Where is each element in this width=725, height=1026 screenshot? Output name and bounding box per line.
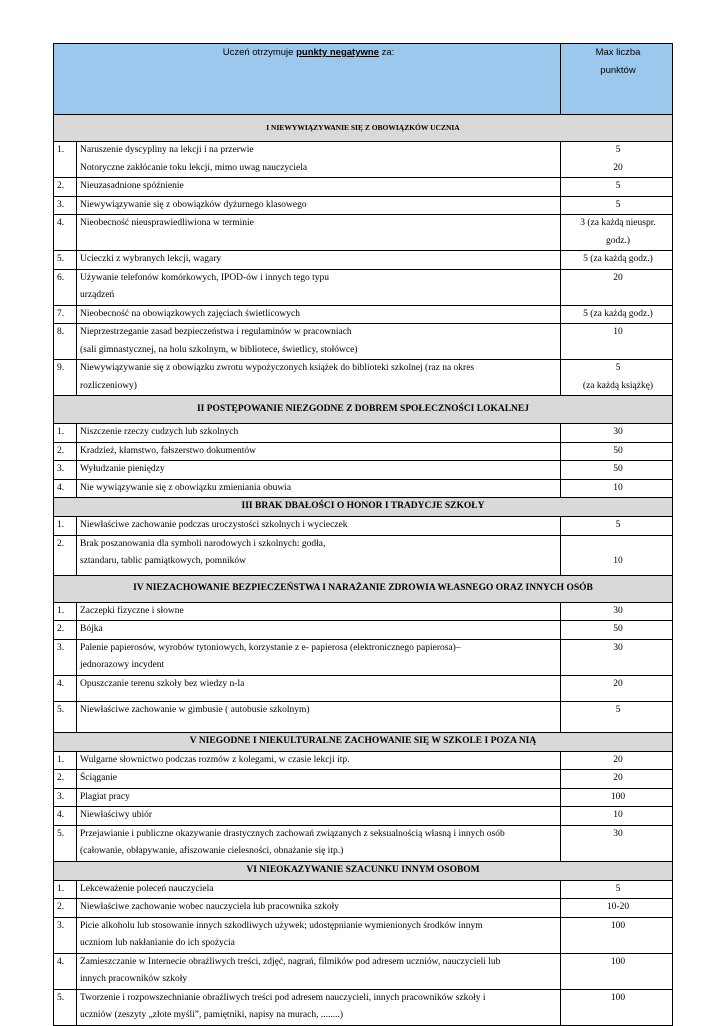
table-row (54, 917, 673, 953)
table-row (54, 602, 673, 621)
table-row (54, 479, 673, 498)
points-value (564, 536, 672, 553)
description-line: Ucieczki z wybranych lekcji, wagary (80, 254, 222, 264)
points-value: 100 (610, 791, 626, 802)
row-description (77, 675, 561, 701)
table-row (54, 360, 673, 396)
points-value: 20 (613, 678, 623, 689)
row-description (77, 461, 561, 480)
description-line: Plagiat pracy (80, 791, 130, 802)
row-points (561, 360, 673, 396)
row-number: 1. (54, 142, 77, 178)
table-row (54, 196, 673, 215)
description-line: uczniom lub nakłanianie do ich spożycia (80, 938, 235, 948)
row-points (561, 215, 673, 251)
row-number: 1. (54, 424, 77, 443)
row-number: 2. (54, 442, 77, 461)
description-line: Opuszczanie terenu szkoły bez wiedzy n-la (80, 678, 245, 689)
table-row (54, 424, 673, 443)
section-header-row (54, 498, 673, 517)
row-number: 2. (54, 535, 77, 575)
table-row (54, 178, 673, 197)
points-value: 5 (za każdą godz.) (583, 308, 653, 319)
header-title-bold: punkty negatywne (296, 47, 379, 58)
points-value: godz.) (605, 235, 630, 246)
description-line: sztandaru, tablic pamiątkowych, pomników (80, 556, 246, 566)
row-number: 1. (54, 751, 77, 770)
table-row (54, 880, 673, 899)
description-line: Niewłaściwy ubiór (80, 810, 153, 820)
points-value: 5 (615, 520, 621, 530)
description-line: Niewłaściwe zachowanie wobec nauczyciela lub pracownika szkoły (80, 902, 340, 912)
description-line: (sali gimnastycznej, na holu szkolnym, w bibliotece, świetlicy, stołówce) (80, 344, 358, 355)
header-title-after: za: (378, 47, 395, 58)
description-line: Zamieszczanie w Internecie obraźliwych treści, zdjęć, nagrań, filmików pod adresem uczniów, nauczycieli lub (80, 956, 501, 967)
section-title: III BRAK DBAŁOŚCI O HONOR I TRADYCJE SZKOŁY (54, 498, 673, 517)
table-row (54, 251, 673, 270)
table-row (54, 825, 673, 861)
row-description (77, 178, 561, 197)
table-row (54, 639, 673, 675)
description-line: Niewłaściwe zachowanie podczas uroczystości szkolnych i wycieczek (80, 520, 348, 530)
description-line: Nie wywiązywanie się z obowiązku zmieniania obuwia (80, 482, 292, 493)
row-description (77, 807, 561, 826)
row-description (77, 305, 561, 324)
row-number: 2. (54, 899, 77, 918)
description-line: Naruszenie dyscypliny na lekcji i na przerwie (80, 145, 254, 155)
points-value: 50 (613, 624, 623, 634)
row-points (561, 142, 673, 178)
section-title: V NIEGODNE I NIEKULTURALNE ZACHOWANIE SIĘ W SZKOLE I POZA NIĄ (54, 732, 673, 751)
table-row (54, 324, 673, 360)
points-value: 3 (za każdą nieuspr. (580, 218, 656, 228)
description-line: Nieuzasadnione spóźnienie (80, 181, 184, 191)
description-line: innych pracowników szkoły (80, 974, 188, 984)
points-value: 20 (613, 272, 623, 283)
table-row (54, 442, 673, 461)
description-line: Nieprzestrzeganie zasad bezpieczeństwa i regulaminów w pracowniach (80, 327, 352, 337)
section-header-row (54, 396, 673, 424)
points-value: 5 (615, 704, 621, 715)
row-description (77, 880, 561, 899)
row-number: 5. (54, 825, 77, 861)
row-number: 2. (54, 770, 77, 789)
points-value: 30 (613, 642, 623, 653)
row-points (561, 770, 673, 789)
row-points (561, 196, 673, 215)
section-header-row (54, 861, 673, 880)
row-description (77, 770, 561, 789)
section-title: VI NIEOKAZYWANIE SZACUNKU INNYM OSOBOM (54, 861, 673, 880)
row-description (77, 535, 561, 575)
negative-points-table (53, 43, 673, 1026)
row-number: 5. (54, 989, 77, 1025)
points-value: 10-20 (606, 902, 630, 912)
description-line: Kradzież, kłamstwo, fałszerstwo dokumentów (80, 445, 256, 456)
row-points (561, 535, 673, 575)
row-number: 6. (54, 269, 77, 305)
row-description (77, 360, 561, 396)
table-row (54, 788, 673, 807)
row-description (77, 215, 561, 251)
header-title-before: Uczeń otrzymuje (222, 47, 297, 58)
header-max-label-line2: punktów (600, 64, 636, 76)
row-description (77, 621, 561, 640)
row-number: 3. (54, 788, 77, 807)
row-description (77, 424, 561, 443)
points-value: 10 (613, 482, 623, 493)
row-description (77, 899, 561, 918)
description-line: Nieobecność na obowiązkowych zajęciach świetlicowych (80, 308, 300, 319)
header-title-cell (54, 44, 561, 115)
description-line: Lekceważenie poleceń nauczyciela (80, 883, 214, 894)
section-header-row (54, 732, 673, 751)
row-description (77, 442, 561, 461)
header-max-points-cell (561, 44, 673, 115)
row-number: 2. (54, 621, 77, 640)
row-description (77, 269, 561, 305)
section-title: II POSTĘPOWANIE NIEZGODNE Z DOBREM SPOŁECZNOŚCI LOKALNEJ (54, 396, 673, 424)
header-max-label-line1: Max liczba (595, 47, 641, 58)
row-description (77, 953, 561, 989)
points-value: 5 (615, 145, 621, 155)
description-line: Brak poszanowania dla symboli narodowych i szkolnych: godła, (80, 538, 326, 549)
points-value: 5 (za każdą godz.) (583, 254, 653, 264)
row-number: 7. (54, 305, 77, 324)
row-number: 1. (54, 602, 77, 621)
row-points (561, 639, 673, 675)
section-header-row (54, 115, 673, 142)
points-value: 30 (613, 427, 623, 437)
points-value: 30 (613, 828, 623, 839)
points-value: 100 (610, 956, 626, 967)
row-points (561, 517, 673, 536)
description-line: rozliczeniowy) (80, 380, 137, 391)
row-points (561, 479, 673, 498)
row-description (77, 701, 561, 732)
description-line: Bójka (80, 624, 103, 634)
table-row (54, 517, 673, 536)
points-value: 50 (613, 445, 623, 456)
description-line: Przejawianie i publiczne okazywanie drastycznych zachowań związanych z seksualnością własną i innych osób (80, 828, 505, 839)
row-description (77, 479, 561, 498)
row-number: 3. (54, 196, 77, 215)
row-points (561, 178, 673, 197)
table-row (54, 535, 673, 575)
points-value: 5 (615, 883, 621, 894)
description-line: Picie alkoholu lub stosowanie innych szkodliwych używek; udostępnianie wymienionych środków innym (80, 920, 483, 931)
table-row (54, 701, 673, 732)
description-line: Tworzenie i rozpowszechnianie obraźliwych treści pod adresem nauczycieli, innych pracowników szkoły i (80, 992, 486, 1003)
table-row (54, 305, 673, 324)
points-value: 20 (613, 162, 623, 173)
points-value: 30 (613, 605, 623, 616)
points-value: 10 (613, 327, 623, 337)
row-number: 9. (54, 360, 77, 396)
points-value: 5 (615, 181, 621, 191)
row-number: 4. (54, 479, 77, 498)
table-row (54, 770, 673, 789)
row-points (561, 917, 673, 953)
points-value: 20 (613, 754, 623, 765)
row-description (77, 602, 561, 621)
row-number: 4. (54, 215, 77, 251)
description-line: Niewywiązywanie się z obowiązku zwrotu wypożyczonych książek do biblioteki szkolnej (raz na okres (80, 363, 475, 373)
row-points (561, 701, 673, 732)
points-value: 20 (613, 773, 623, 783)
points-value: 100 (610, 992, 626, 1003)
row-points (561, 788, 673, 807)
row-description (77, 639, 561, 675)
description-line: Palenie papierosów, wyrobów tytoniowych, korzystanie z e- papierosa (elektronicznego papierosa)– (80, 642, 461, 653)
row-number: 8. (54, 324, 77, 360)
description-line: jednorazowy incydent (80, 660, 165, 670)
section-title: IV NIEZACHOWANIE BEZPIECZEŃSTWA I NARAŻANIE ZDROWIA WŁASNEGO ORAZ INNYCH OSÓB (54, 575, 673, 602)
description-line: Notoryczne zakłócanie toku lekcji, mimo uwag nauczyciela (80, 162, 308, 173)
description-line: Używanie telefonów komórkowych, IPOD-ów i innych tego typu (80, 272, 330, 283)
row-points (561, 602, 673, 621)
row-number: 3. (54, 639, 77, 675)
row-number: 3. (54, 917, 77, 953)
description-line: Wulgarne słownictwo podczas rozmów z kolegami, w czasie lekcji itp. (80, 754, 350, 765)
row-points (561, 899, 673, 918)
row-points (561, 442, 673, 461)
row-description (77, 251, 561, 270)
table-row (54, 142, 673, 178)
row-description (77, 788, 561, 807)
table-row (54, 621, 673, 640)
row-points (561, 807, 673, 826)
row-points (561, 989, 673, 1025)
row-points (561, 461, 673, 480)
row-number: 4. (54, 675, 77, 701)
points-value: 50 (613, 464, 623, 474)
row-number: 1. (54, 517, 77, 536)
row-points (561, 621, 673, 640)
description-line: Niewywiązywanie się z obowiązków dyżurnego klasowego (80, 199, 307, 210)
row-points (561, 953, 673, 989)
table-row (54, 899, 673, 918)
section-header-row (54, 575, 673, 602)
row-number: 5. (54, 251, 77, 270)
table-row (54, 807, 673, 826)
row-description (77, 751, 561, 770)
row-description (77, 517, 561, 536)
row-number: 2. (54, 178, 77, 197)
points-value: 5 (615, 199, 621, 210)
row-points (561, 251, 673, 270)
row-description (77, 989, 561, 1025)
points-value: 10 (613, 810, 623, 820)
row-number: 1. (54, 880, 77, 899)
description-line: uczniów (zeszyty „złote myśli”, pamiętniki, napisy na murach, ........) (80, 1010, 344, 1020)
row-points (561, 305, 673, 324)
row-description (77, 142, 561, 178)
row-points (561, 324, 673, 360)
row-number: 4. (54, 953, 77, 989)
points-value: (za każdą książkę) (582, 380, 654, 391)
description-line: Niszczenie rzeczy cudzych lub szkolnych (80, 427, 239, 437)
table-row (54, 675, 673, 701)
row-description (77, 825, 561, 861)
row-points (561, 675, 673, 701)
row-points (561, 880, 673, 899)
description-line: Ściąganie (80, 773, 117, 783)
points-value: 100 (610, 920, 626, 931)
row-description (77, 324, 561, 360)
table-row (54, 269, 673, 305)
description-line: (całowanie, obłapywanie, afiszowanie cielesności, obnażanie się itp.) (80, 846, 344, 856)
row-number: 3. (54, 461, 77, 480)
table-row (54, 751, 673, 770)
description-line: Niewłaściwe zachowanie w gimbusie ( autobusie szkolnym) (80, 704, 310, 715)
row-points (561, 424, 673, 443)
table-row (54, 989, 673, 1025)
table-header-row (54, 44, 673, 115)
row-number: 4. (54, 807, 77, 826)
row-points (561, 825, 673, 861)
section-title: I NIEWYWIĄZYWANIE SIĘ Z OBOWIĄZKÓW UCZNIA (54, 115, 673, 142)
table-row (54, 461, 673, 480)
row-description (77, 196, 561, 215)
description-line: urządzeń (80, 290, 115, 300)
description-line: Zaczepki fizyczne i słowne (80, 605, 184, 616)
points-value: 10 (613, 555, 623, 566)
row-points (561, 269, 673, 305)
table-row (54, 953, 673, 989)
description-line: Nieobecność nieusprawiedliwiona w terminie (80, 218, 254, 228)
description-line: Wyłudzanie pieniędzy (80, 464, 165, 474)
row-number: 5. (54, 701, 77, 732)
row-points (561, 751, 673, 770)
points-value: 5 (615, 363, 621, 373)
table-row (54, 215, 673, 251)
row-description (77, 917, 561, 953)
